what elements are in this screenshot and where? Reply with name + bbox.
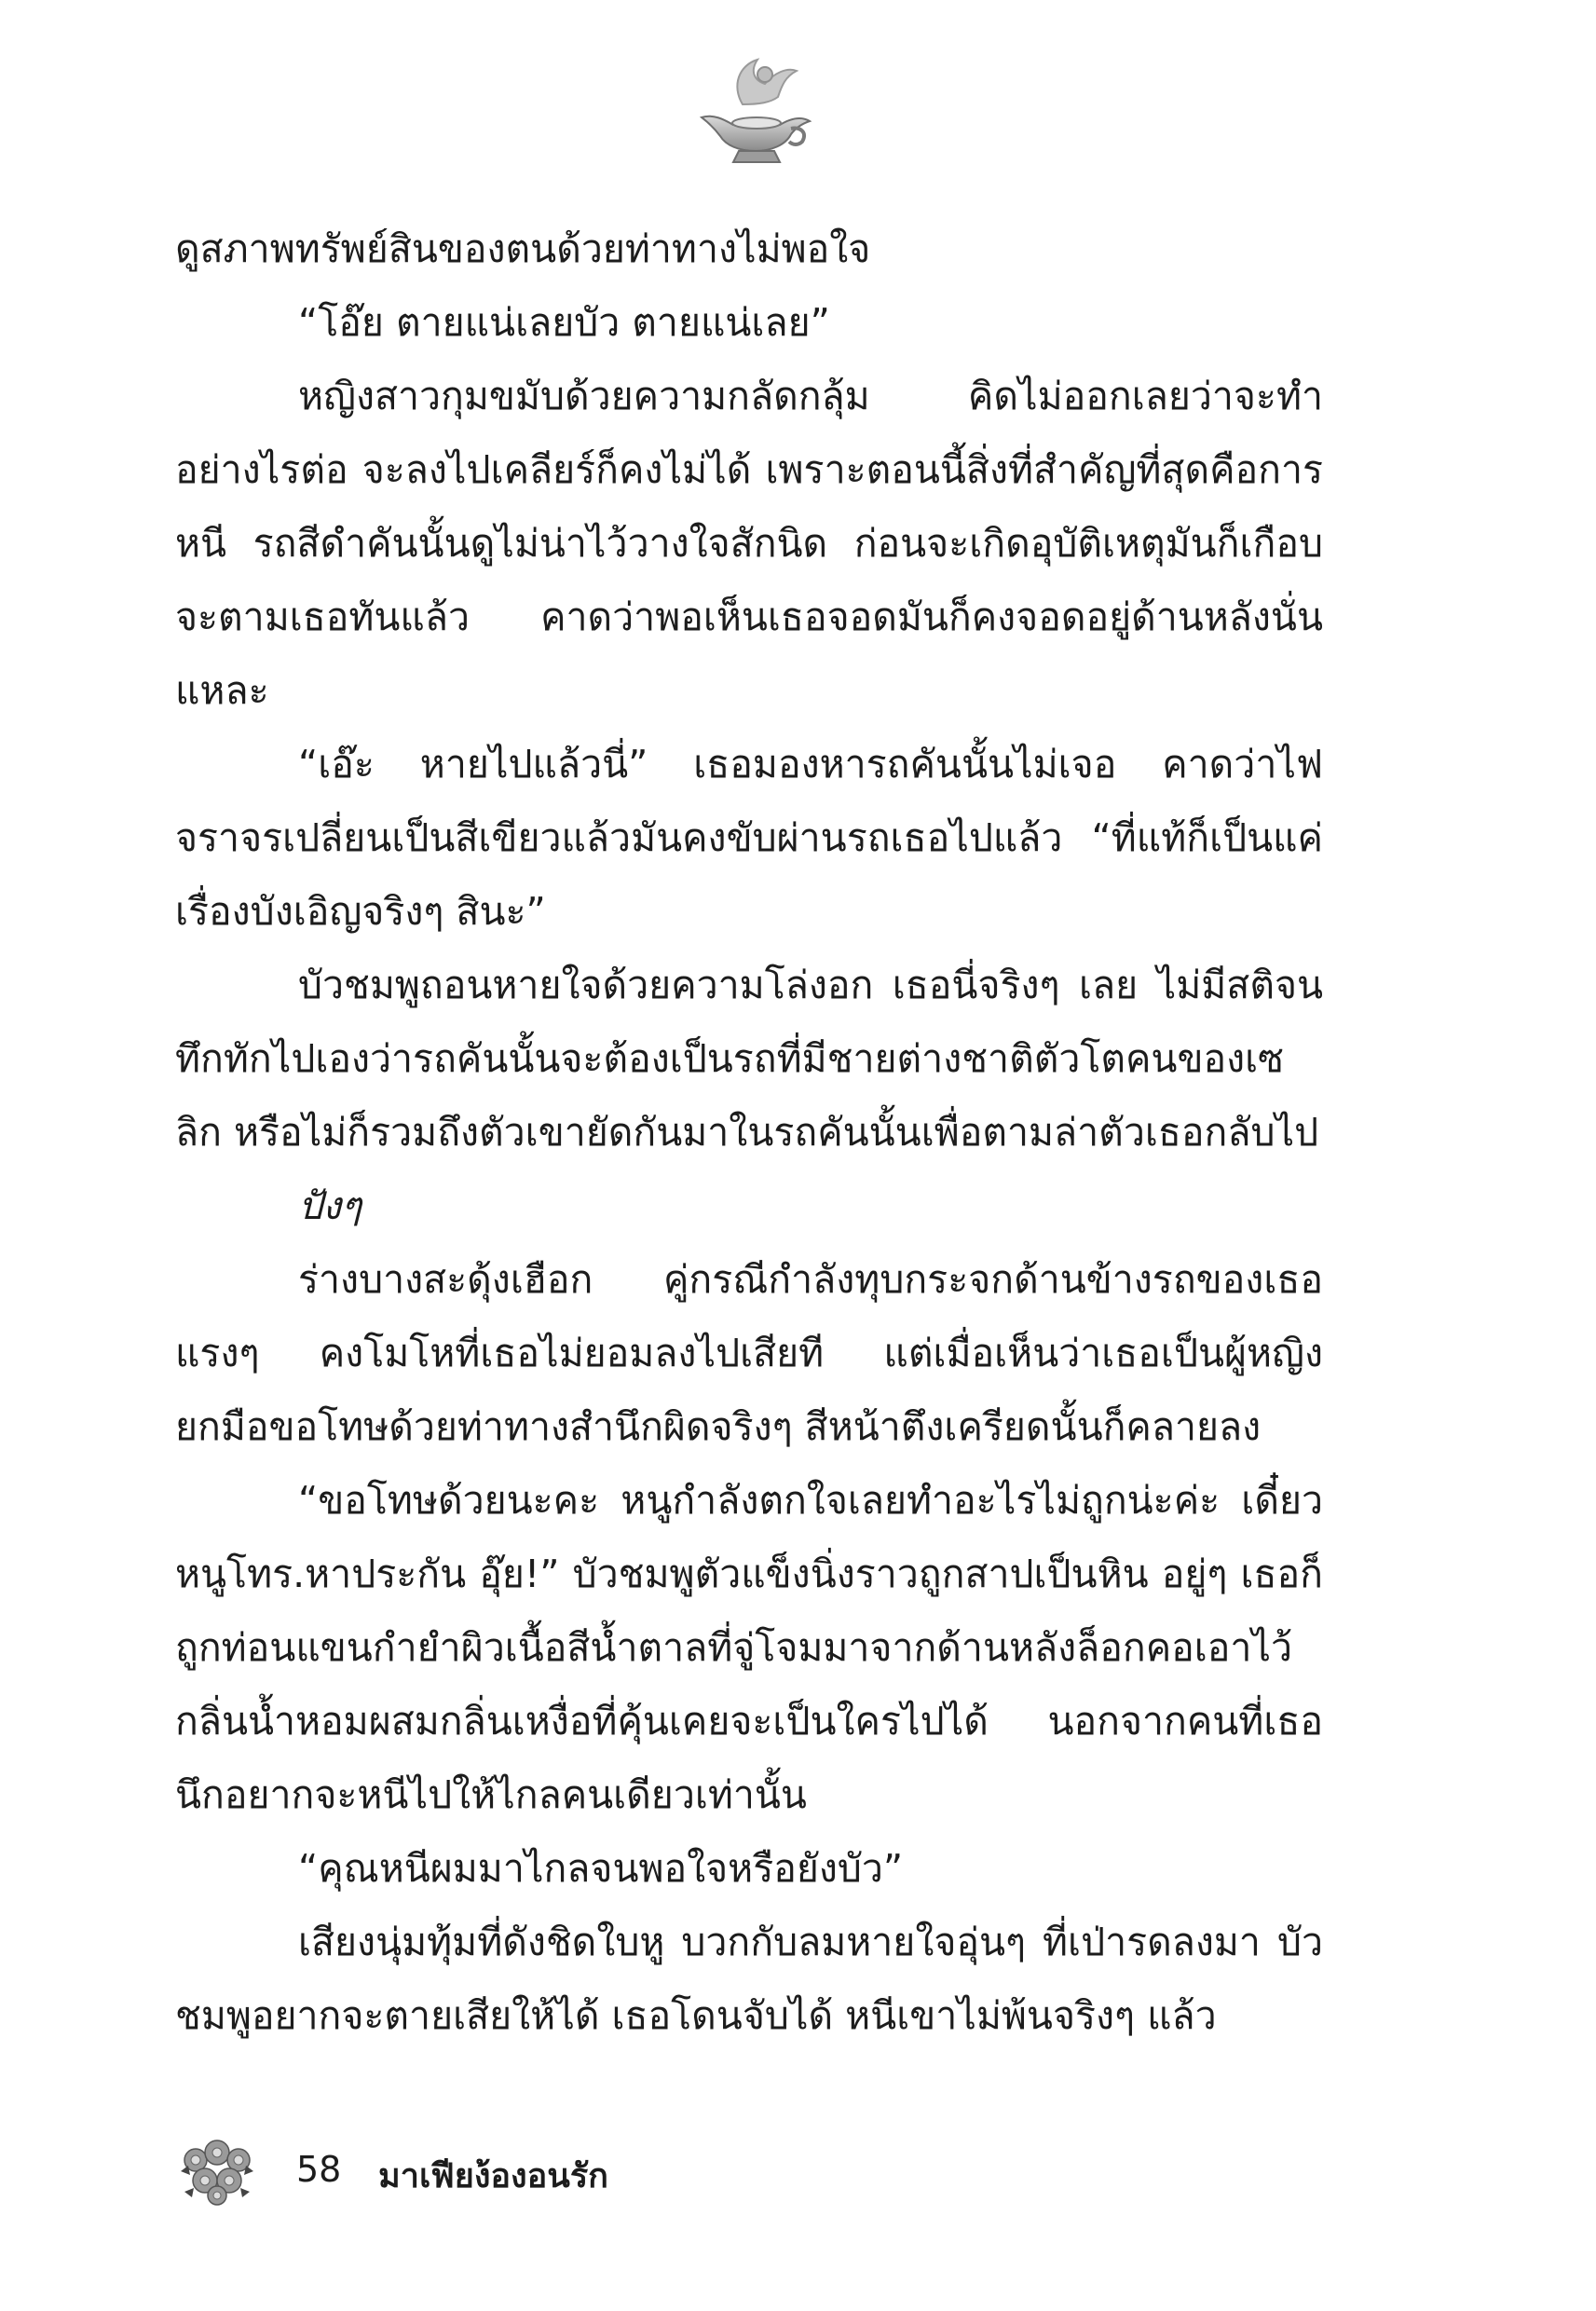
paragraph: บัวชมพูถอนหายใจด้วยความโล่งอก เธอนี่จริงๆ เลย ไม่มีสติจนทึกทักไปเองว่ารถคันนั้นจะต้องเป็นรถที่มีชายต่างชาติตัวโตคนของเซลิก หรือไม่ก็รวมถึงตัวเขายัดกันมาในรถคันนั้นเพื่อตามล่าตัวเธอกลับไป (175, 963, 1323, 1155)
paragraph: หญิงสาวกุมขมับด้วยความกลัดกลุ้ม คิดไม่ออกเลยว่าจะทำอย่างไรต่อ จะลงไปเคลียร์ก็คงไม่ได้ เพราะตอนนี้สิ่งที่สำคัญที่สุดคือการหนี รถสีดำคันนั้นดูไม่น่าไว้วางใจสักนิด ก่อนจะเกิดอุบัติเหตุมันก็เกือบจะตามเธอทันแล้ว คาดว่าพอเห็นเธอจอดมันก็คงจอดอยู่ด้านหลังนั่นแหละ (175, 374, 1323, 713)
flower-bouquet-icon (175, 2134, 259, 2208)
page-footer (175, 2134, 827, 2208)
book-title: มาเฟียง้องอนรัก (378, 2157, 608, 2195)
paragraph: ดูสภาพทรัพย์สินของตนด้วยท่าทางไม่พอใจ (175, 226, 871, 271)
paragraph: ร่างบางสะดุ้งเฮือก คู่กรณีกำลังทุบกระจกด้านข้างรถของเธอแรงๆ คงโมโหที่เธอไม่ยอมลงไปเสียที แต่เมื่อเห็นว่าเธอเป็นผู้หญิง ยกมือขอโทษด้วยท่าทางสำนึกผิดจริงๆ สีหน้าตึงเครียดนั้นก็คลายลง (175, 1257, 1323, 1449)
paragraph: “โอ๊ย ตายแน่เลยบัว ตายแน่เลย” (298, 300, 830, 345)
paragraph: เสียงนุ่มทุ้มที่ดังชิดใบหู บวกกับลมหายใจอุ่นๆ ที่เป่ารดลงมา บัวชมพูอยากจะตายเสียให้ได้ เธอโดนจับได้ หนีเขาไม่พ้นจริงๆ แล้ว (175, 1920, 1323, 2038)
paragraph: ปังๆ (298, 1183, 362, 1228)
paragraph: “คุณหนีผมมาไกลจนพอใจหรือยังบัว” (298, 1846, 904, 1891)
paragraph: “เอ๊ะ หายไปแล้วนี่” เธอมองหารถคันนั้นไม่เจอ คาดว่าไฟจราจรเปลี่ยนเป็นสีเขียวแล้วมันคงขับผ่านรถเธอไปแล้ว “ที่แท้ก็เป็นแค่เรื่องบังเอิญจริงๆ สินะ” (175, 742, 1323, 934)
paragraph: “ขอโทษด้วยนะคะ หนูกำลังตกใจเลยทำอะไรไม่ถูกน่ะค่ะ เดี๋ยวหนูโทร.หาประกัน อุ๊ย!” บัวชมพูตัวแข็งนิ่งราวถูกสาปเป็นหิน อยู่ๆ เธอก็ถูกท่อนแขนกำยำผิวเนื้อสีน้ำตาลที่จู่โจมมาจากด้านหลังล็อกคอเอาไว้ กลิ่นน้ำหอมผสมกลิ่นเหงื่อที่คุ้นเคยจะเป็นใครไปได้ นอกจากคนที่เธอนึกอยากจะหนีไปให้ไกลคนเดียวเท่านั้น (175, 1478, 1323, 1817)
page-number: 58 (296, 2149, 342, 2190)
genie-lamp-icon (685, 48, 825, 170)
body-text (175, 212, 1323, 2053)
